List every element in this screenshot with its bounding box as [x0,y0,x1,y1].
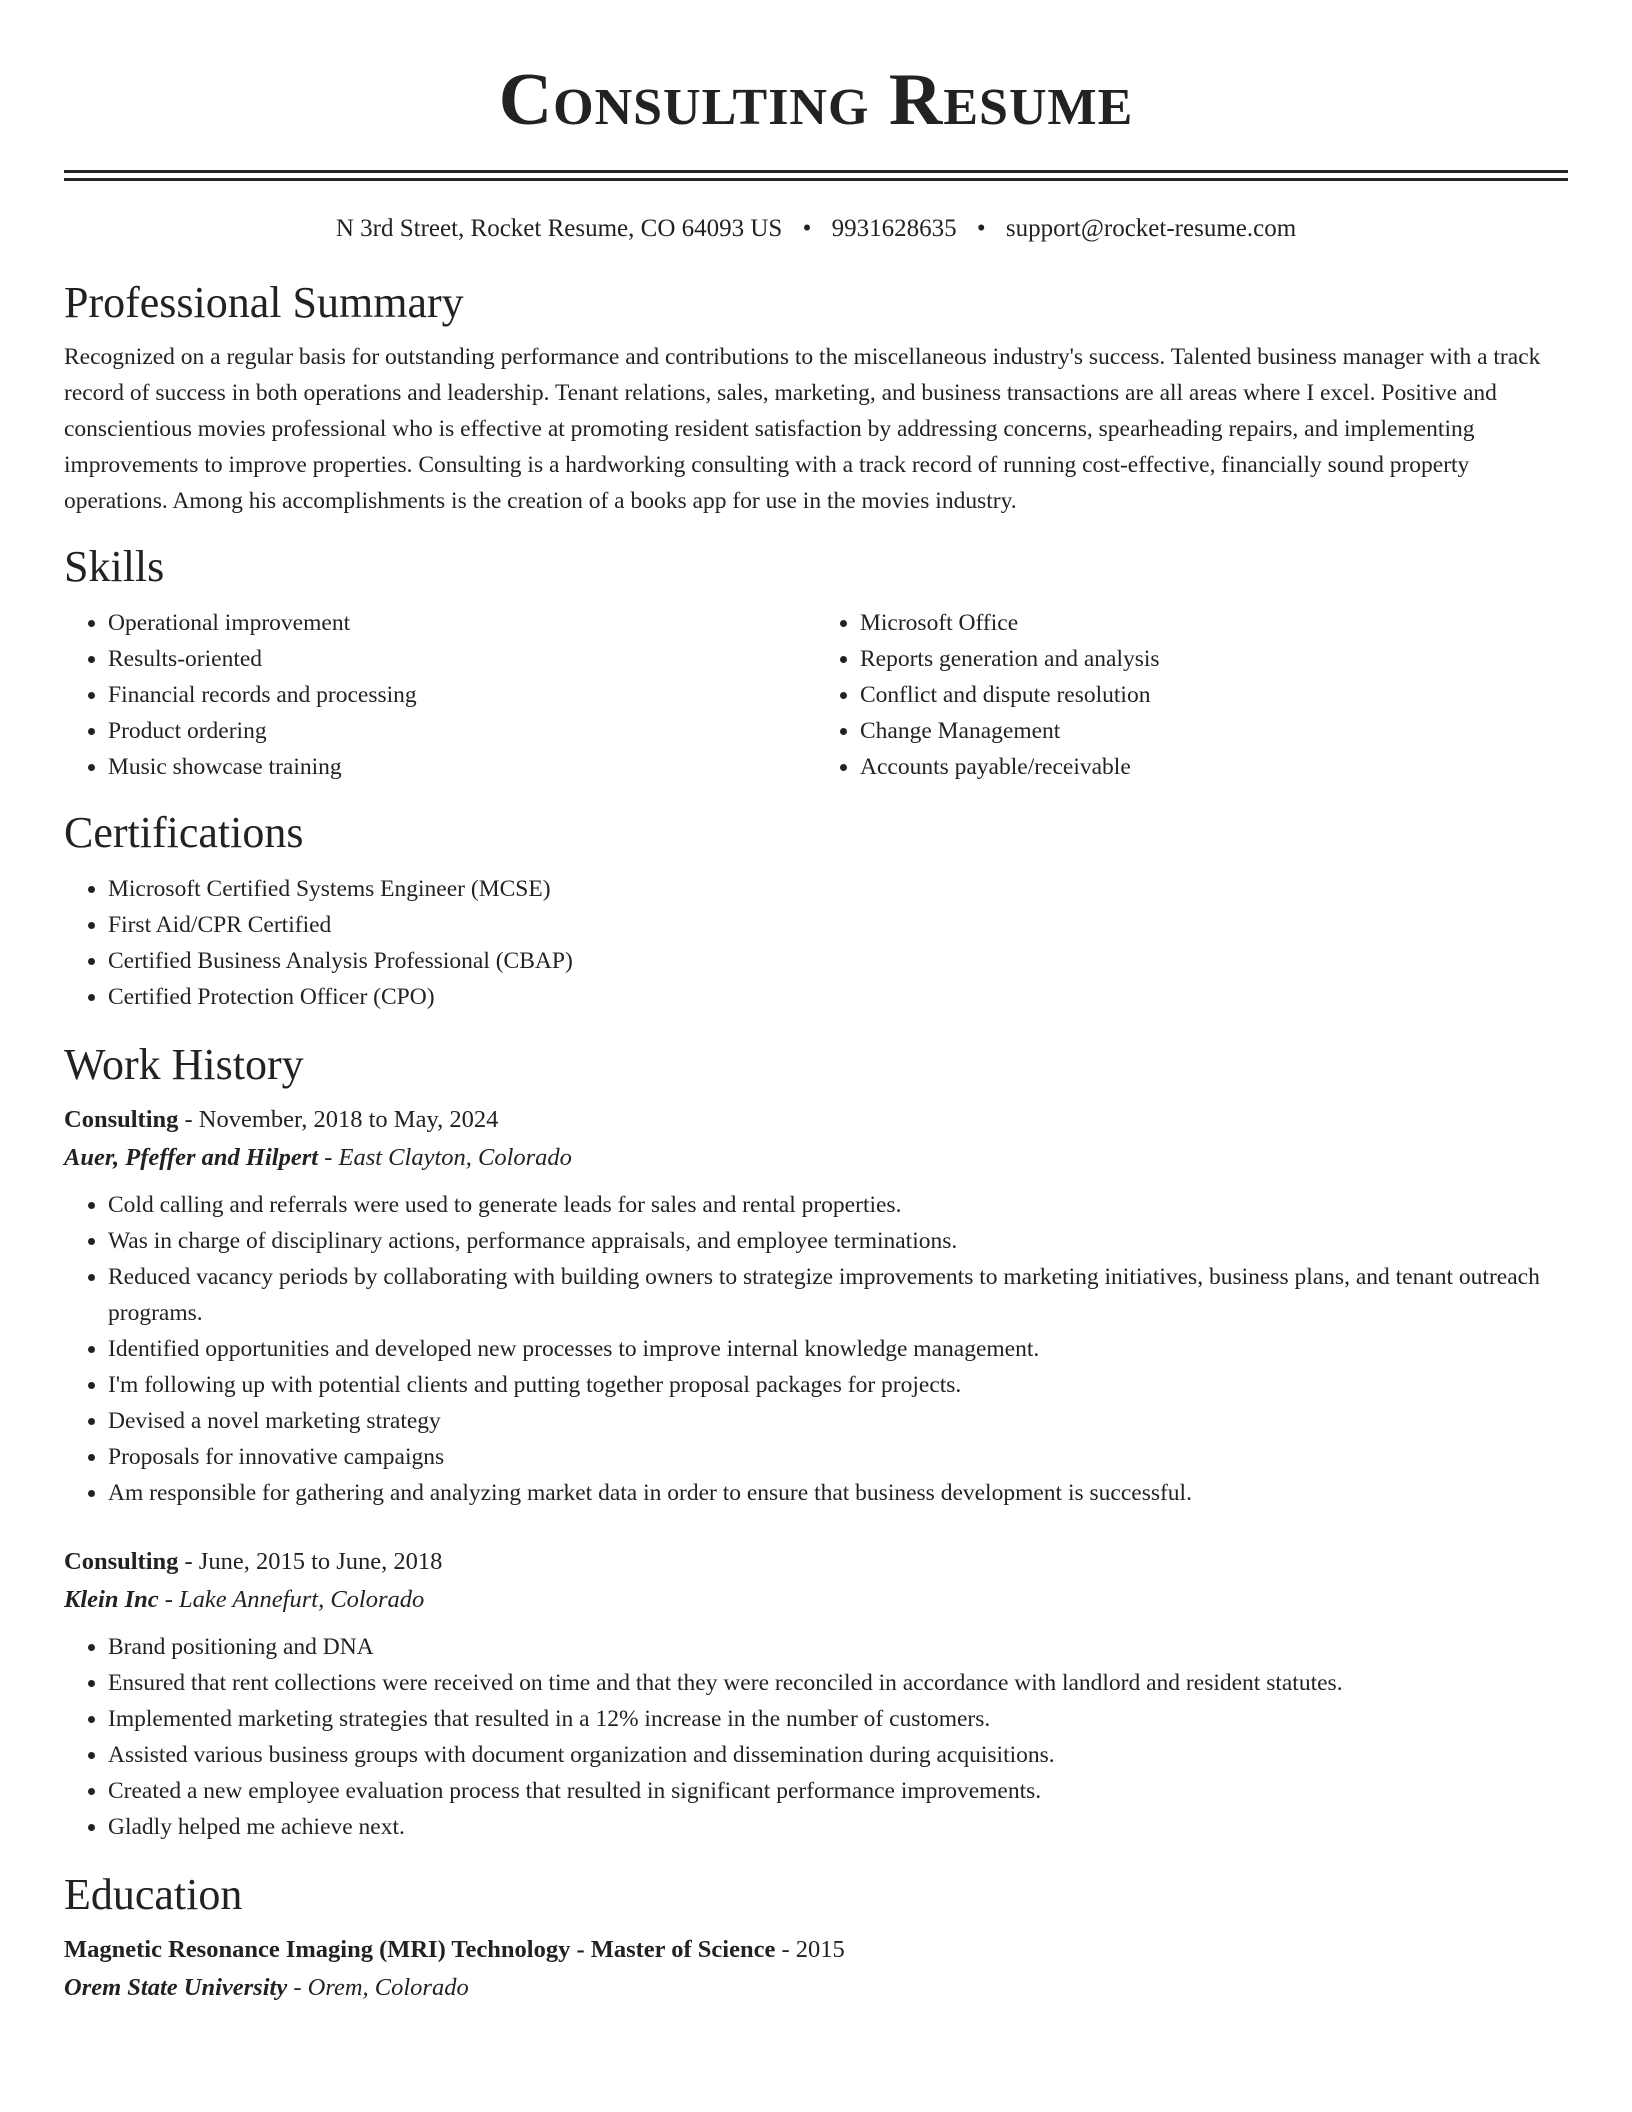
skills-list-right [816,605,1568,785]
job-entry [64,1101,1568,1511]
education-location: - Orem, Colorado [287,1974,469,2001]
skill-item: • Operational improvement [108,605,816,641]
job-bullet: • Brand positioning and DNA [108,1629,1568,1665]
job-bullets [64,1187,1568,1511]
work-history-heading: Work History [64,1040,304,1089]
job-bullet: • Ensured that rent collections were received on time and that they were reconciled in accordance with landlord and resident statutes. [108,1665,1568,1701]
job-location: - Lake Annefurt, Colorado [158,1586,425,1613]
skills-section [64,539,1568,785]
skill-item: • Music showcase training [108,749,816,785]
job-bullets [64,1629,1568,1845]
job-company: Klein Inc [64,1586,159,1613]
education-year: - 2015 [775,1936,845,1963]
job-location: - East Clayton, Colorado [318,1144,572,1171]
job-bullet: • Reduced vacancy periods by collaborating with building owners to strategize improvements to marketing initiatives, business plans, and tenant outreach programs. [108,1259,1568,1331]
contact-line [64,211,1568,247]
job-company: Auer, Pfeffer and Hilpert [64,1144,319,1171]
summary-section [64,275,1568,519]
education-section [64,1867,1568,2007]
divider-line-bottom [64,178,1568,181]
skill-item: • Conflict and dispute resolution [860,677,1568,713]
skill-item: • Product ordering [108,713,816,749]
education-school: Orem State University [64,1974,288,2001]
certifications-section [64,805,1568,1015]
skill-item: • Change Management [860,713,1568,749]
skill-item: • Financial records and processing [108,677,816,713]
job-bullet: • Proposals for innovative campaigns [108,1439,1568,1475]
job-bullet: • I'm following up with potential clients and putting together proposal packages for projects. [108,1367,1568,1403]
skill-item: • Microsoft Office [860,605,1568,641]
education-school-line [64,1969,1568,2007]
divider-line-top [64,170,1568,173]
contact-email[interactable]: support@rocket-resume.com [1005,215,1297,242]
job-title-line [64,1101,1568,1139]
work-history-section [64,1037,1568,1845]
skills-list-left [64,605,816,785]
education-heading: Education [64,1870,243,1919]
job-bullet: • Created a new employee evaluation process that resulted in significant performance improvements. [108,1773,1568,1809]
job-company-line [64,1139,1568,1177]
education-degree-line [64,1931,1568,1969]
education-degree: Magnetic Resonance Imaging (MRI) Technology - Master of Science [64,1936,776,1963]
certification-item: • First Aid/CPR Certified [108,907,1568,943]
job-dates: - November, 2018 to May, 2024 [178,1106,499,1133]
job-bullet: • Identified opportunities and developed new processes to improve internal knowledge management. [108,1331,1568,1367]
job-title: Consulting [64,1548,179,1575]
certifications-list [64,871,1568,1015]
contact-phone: 9931628635 [831,215,957,242]
job-bullet: • Gladly helped me achieve next. [108,1809,1568,1845]
summary-text: Recognized on a regular basis for outstanding performance and contributions to the miscellaneous industry's success. Talented business manager with a track record of success in both operations and leadership. Tenant relations, sales, marketing, and business transactions are all areas where I excel. Positive and conscientious movies professional who is effective at promoting resident satisfaction by addressing concerns, spearheading repairs, and implementing improvements to improve properties. Consulting is a hardworking consulting with a track record of running cost-effective, financially sound property operations. Among his accomplishments is the creation of a books app for use in the movies industry. [64,344,1541,514]
certification-item: • Microsoft Certified Systems Engineer (MCSE) [108,871,1568,907]
job-title-line [64,1543,1568,1581]
job-company-line [64,1581,1568,1619]
job-bullet: • Cold calling and referrals were used to generate leads for sales and rental properties. [108,1187,1568,1223]
job-entry [64,1543,1568,1845]
certification-item: • Certified Business Analysis Professional (CBAP) [108,943,1568,979]
contact-separator: • [802,215,812,242]
contact-separator: • [976,215,986,242]
job-bullet: • Was in charge of disciplinary actions, performance appraisals, and employee terminations. [108,1223,1568,1259]
job-bullet: • Am responsible for gathering and analyzing market data in order to ensure that business development is successful. [108,1475,1568,1511]
skill-item: • Results-oriented [108,641,816,677]
certifications-heading: Certifications [64,808,304,857]
resume-title: Consulting Resume [498,59,1134,141]
skill-item: • Reports generation and analysis [860,641,1568,677]
job-bullet: • Assisted various business groups with document organization and dissemination during acquisitions. [108,1737,1568,1773]
job-bullet: • Implemented marketing strategies that resulted in a 12% increase in the number of customers. [108,1701,1568,1737]
skill-item: • Accounts payable/receivable [860,749,1568,785]
job-dates: - June, 2015 to June, 2018 [178,1548,443,1575]
job-bullet: • Devised a novel marketing strategy [108,1403,1568,1439]
skills-heading: Skills [64,542,165,591]
title-divider [64,170,1568,181]
job-title: Consulting [64,1106,179,1133]
contact-address: N 3rd Street, Rocket Resume, CO 64093 US [335,215,783,242]
skills-columns [64,595,1568,785]
certification-item: • Certified Protection Officer (CPO) [108,979,1568,1015]
summary-heading: Professional Summary [64,278,464,327]
